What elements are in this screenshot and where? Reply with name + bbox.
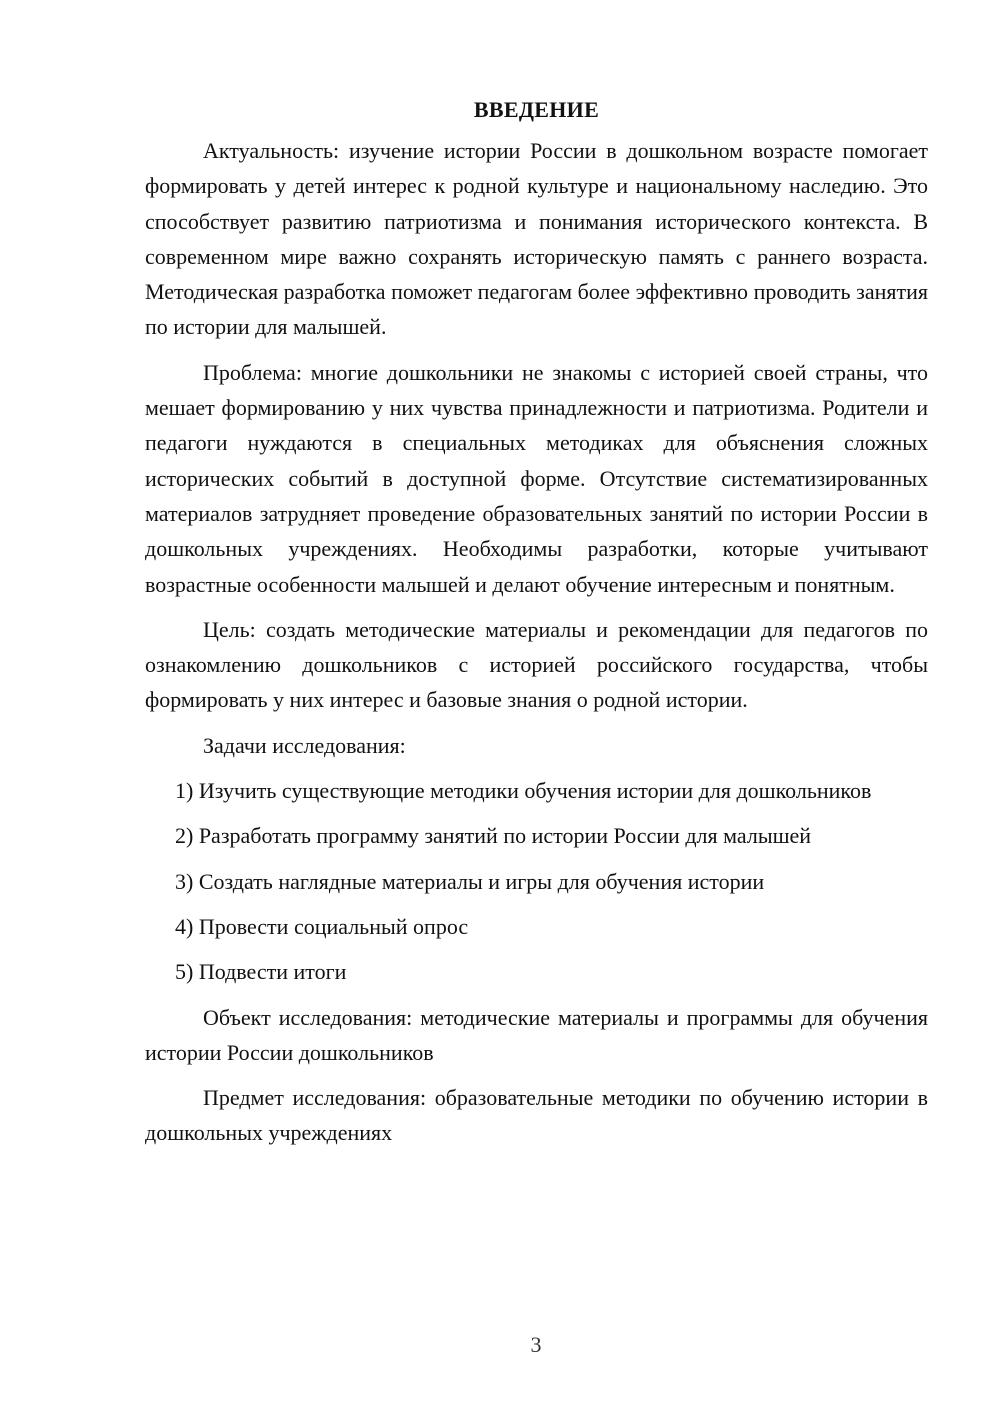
task-item: 5) Подвести итоги bbox=[175, 959, 347, 985]
task-item: 3) Создать наглядные материалы и игры для обучения истории bbox=[175, 868, 765, 894]
page-number: 3 bbox=[530, 1332, 542, 1357]
page-title: ВВЕДЕНИЕ bbox=[473, 97, 600, 122]
goal-paragraph: Цель: создать методические материалы и рекомендации для педагогов по ознакомлению дошкольников с историей российского государства, чтобы формировать у них интерес и базовые знания о родной истории. bbox=[145, 616, 928, 713]
page-content bbox=[145, 92, 928, 1161]
problem-paragraph: Проблема: многие дошкольники не знакомы с историей своей страны, что мешает формированию у них чувства принадлежности и патриотизма. Родители и педагоги нуждаются в специальных методиках для объяснения сложных исторических событий в доступной форме. Отсутствие систематизированных материалов затрудняет проведение образовательных занятий по истории России в дошкольных учреждениях. Необходимы разработки, которые учитывают возрастные особенности малышей и делают обучение интересным и понятным. bbox=[145, 359, 928, 597]
task-item: 4) Провести социальный опрос bbox=[175, 913, 469, 939]
tasks-list bbox=[145, 773, 928, 989]
tasks-heading: Задачи исследования: bbox=[203, 732, 406, 758]
object-paragraph: Объект исследования: методические материалы и программы для обучения истории России дошкольников bbox=[145, 1004, 928, 1065]
relevance-paragraph: Актуальность: изучение истории России в дошкольном возрасте помогает формировать у детей интерес к родной культуре и национальному наследию. Это способствует развитию патриотизма и понимания исторического контекста. В современном мире важно сохранять историческую память с раннего возраста. Методическая разработка поможет педагогам более эффективно проводить занятия по истории для малышей. bbox=[145, 138, 928, 340]
subject-paragraph: Предмет исследования: образовательные методики по обучению истории в дошкольных учреждениях bbox=[145, 1085, 928, 1146]
task-item: 2) Разработать программу занятий по истории России для малышей bbox=[175, 823, 812, 849]
task-item: 1) Изучить существующие методики обучения истории для дошкольников bbox=[175, 778, 872, 804]
